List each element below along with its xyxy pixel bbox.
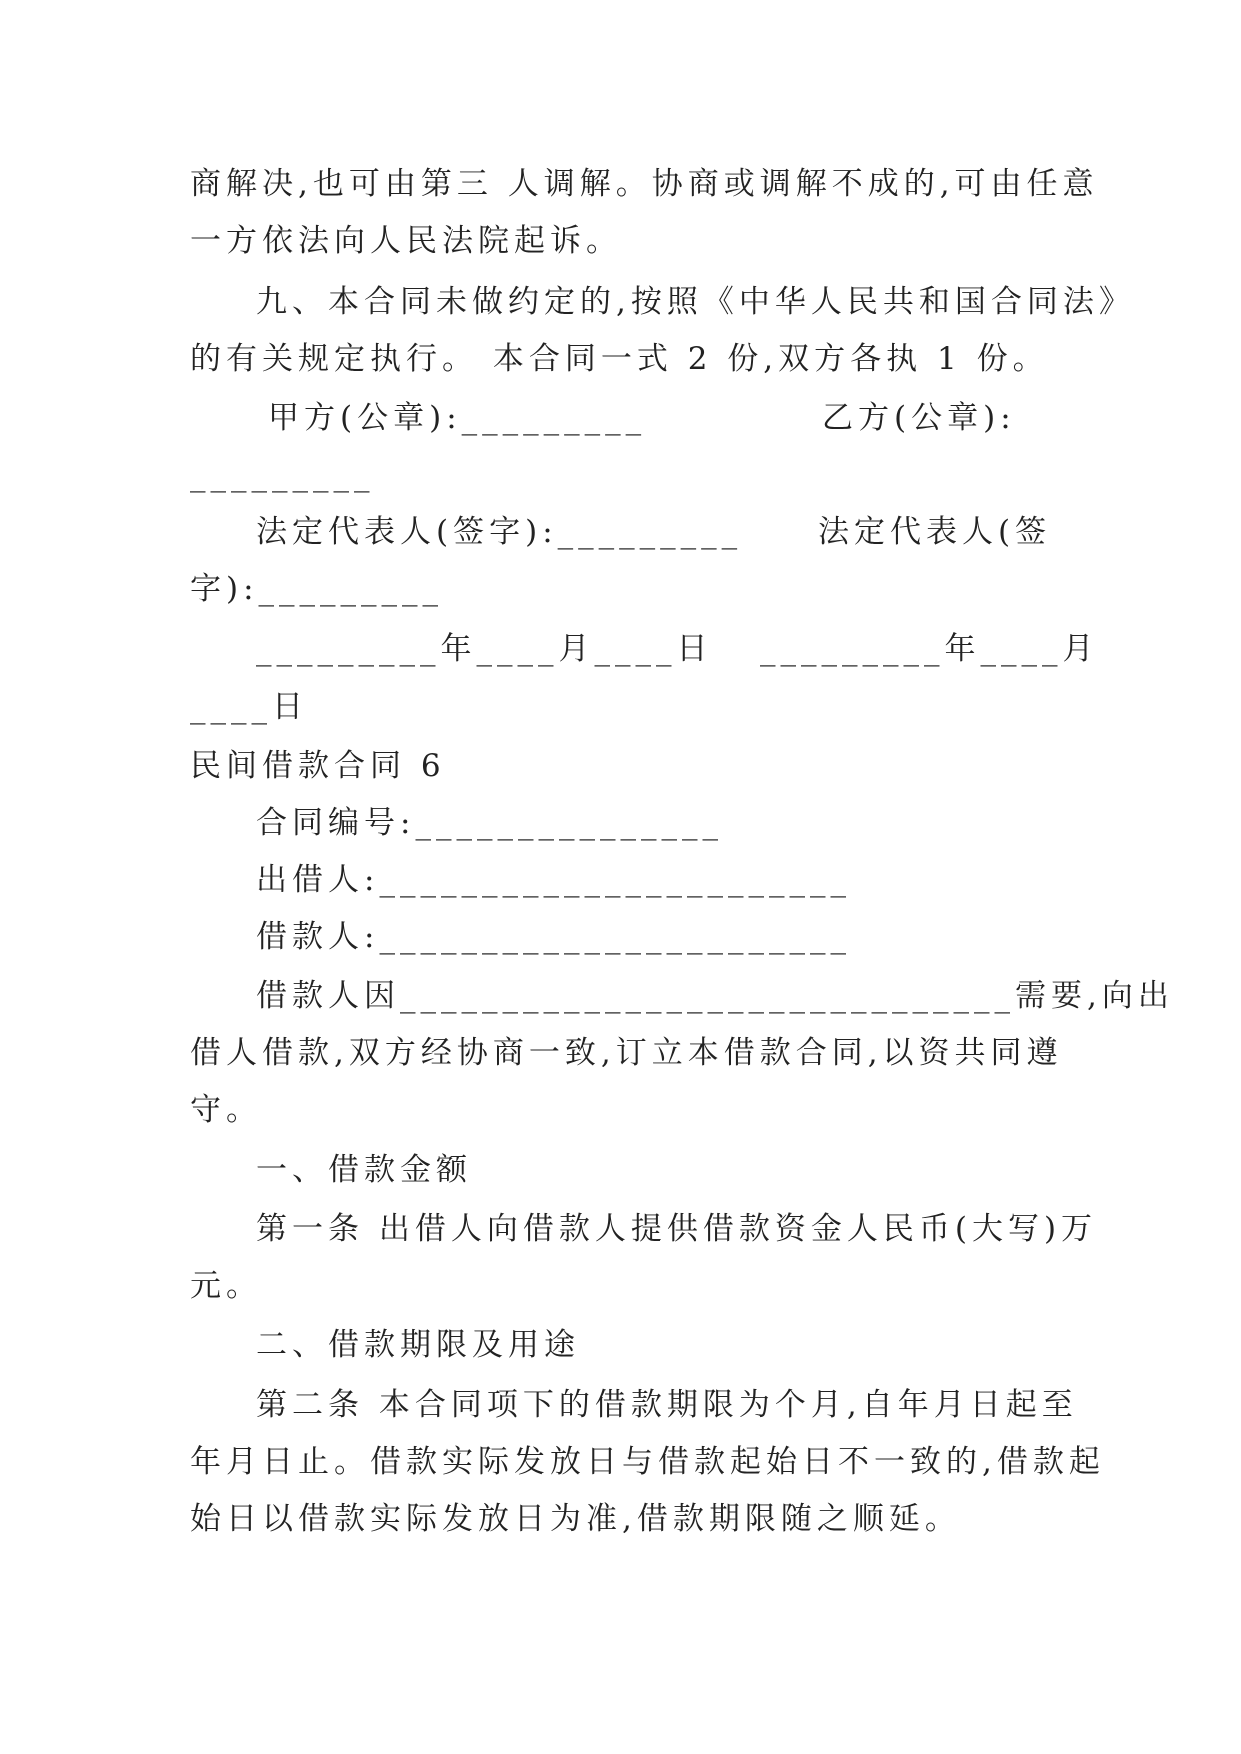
party-a-seal-label: 甲方(公章):_________: [268, 400, 647, 436]
text-line: 第一条 出借人向借款人提供借款资金人民币(大写)万: [256, 1211, 1098, 1247]
text-line: 九、本合同未做约定的,按照《中华人民共和国合同法》: [256, 284, 1135, 320]
text-line: 的有关规定执行。 本合同一式 2 份,双方各执 1 份。: [190, 341, 1049, 377]
text-line: 始日以借款实际发放日为准,借款期限随之顺延。: [190, 1501, 961, 1537]
text-line: 元。: [190, 1268, 262, 1304]
text-line: 商解决,也可由第三 人调解。协商或调解不成的,可由任意: [190, 166, 1099, 202]
lender-field: 出借人:_______________________: [256, 862, 851, 898]
text-line: 借人借款,双方经协商一致,订立本借款合同,以资共同遵: [190, 1035, 1063, 1071]
text-line: 字):_________: [190, 571, 444, 607]
text-line: 借款人因______________________________需要,向出: [256, 978, 1174, 1014]
text-line: 年月日止。借款实际发放日与借款起始日不一致的,借款起: [190, 1444, 1105, 1480]
text-line: 第二条 本合同项下的借款期限为个月,自年月日起至: [256, 1387, 1078, 1423]
text-line: 守。: [190, 1092, 262, 1128]
section-heading: 二、借款期限及用途: [256, 1327, 580, 1363]
borrower-field: 借款人:_______________________: [256, 919, 851, 955]
text-line: 一方依法向人民法院起诉。: [190, 223, 622, 259]
party-b-seal-label: 乙方(公章):: [822, 400, 1016, 436]
party-b-representative-label: 法定代表人(签: [818, 514, 1052, 550]
text-line: ____日: [190, 689, 308, 725]
party-a-date: _________年____月____日: [256, 631, 713, 667]
party-b-date: _________年____月: [760, 631, 1099, 667]
signature-row-party: [268, 398, 1070, 438]
section-heading: 一、借款金额: [256, 1152, 472, 1188]
contract-title: 民间借款合同 6: [190, 748, 446, 784]
signature-row-date: [256, 629, 1099, 669]
contract-number-field: 合同编号:_______________: [256, 805, 723, 841]
signature-row-representative: [256, 512, 1070, 552]
text-line: _________: [190, 457, 375, 493]
party-a-representative-label: 法定代表人(签字):_________: [256, 514, 743, 550]
